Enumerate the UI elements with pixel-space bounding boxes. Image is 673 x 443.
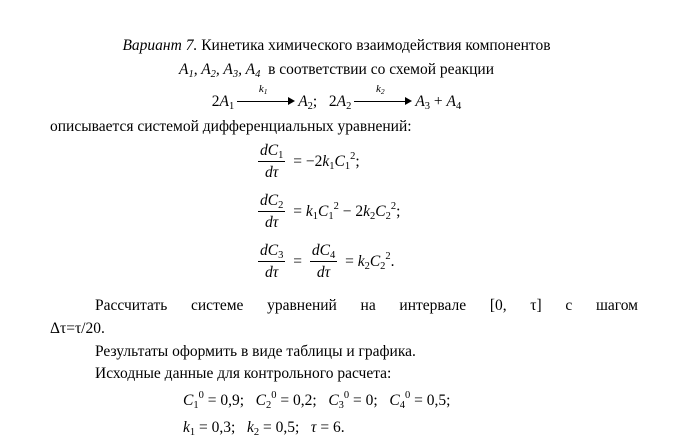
equation-3: $\frac{dC_3}{d\tau}$ = $\frac{dC_4}{d\tau}$ = $k_2C_2^2$. xyxy=(260,242,395,281)
intro-text: описывается системой дифференциальных уравнений: xyxy=(50,118,412,135)
variant-label: Вариант 7. xyxy=(122,37,198,54)
heading-line xyxy=(0,38,673,54)
arrow-k1-icon: $k_1$ xyxy=(237,93,295,107)
task-line-2: Δτ=τ/20. xyxy=(50,320,105,337)
initial-concentrations: $C_1^0 = 0,9$; $C_2^0 = 0,2$; $C_3^0 = 0$; $C_4^0 = 0,5$; xyxy=(183,390,451,411)
task-line-1: Рассчитать системе уравнений на интервале [0, τ] с шагом xyxy=(95,297,638,314)
reaction-2: $2A_2$ $k_2$ $A_3 + A_4$ xyxy=(328,83,462,112)
components-text: в соответствии со схемой реакции xyxy=(268,61,494,78)
reaction-1: $2A_1$ $k_1$ $A_2$; xyxy=(211,83,318,112)
equation-2: $\frac{dC_2}{d\tau}$ = $k_1C_1^2 - 2k_2C_2^2$; xyxy=(260,192,401,231)
arrow-k2-icon: $k_2$ xyxy=(354,93,412,107)
heading-title: Кинетика химического взаимодействия компонентов xyxy=(201,37,551,54)
reaction-scheme xyxy=(0,83,673,112)
components-line xyxy=(0,62,673,78)
results-text: Результаты оформить в виде таблицы и графика. xyxy=(95,343,416,360)
equation-1: $\frac{dC_1}{d\tau}$ = $-2k_1C_1^2$; xyxy=(260,142,360,181)
initial-data-title: Исходные данные для контрольного расчета: xyxy=(95,365,392,382)
component-list: $A_1$, $A_2$, $A_3$, $A_4$ xyxy=(179,61,261,80)
rate-constants: $k_1 = 0,3$; $k_2 = 0,5$; τ = 6. xyxy=(183,419,345,438)
